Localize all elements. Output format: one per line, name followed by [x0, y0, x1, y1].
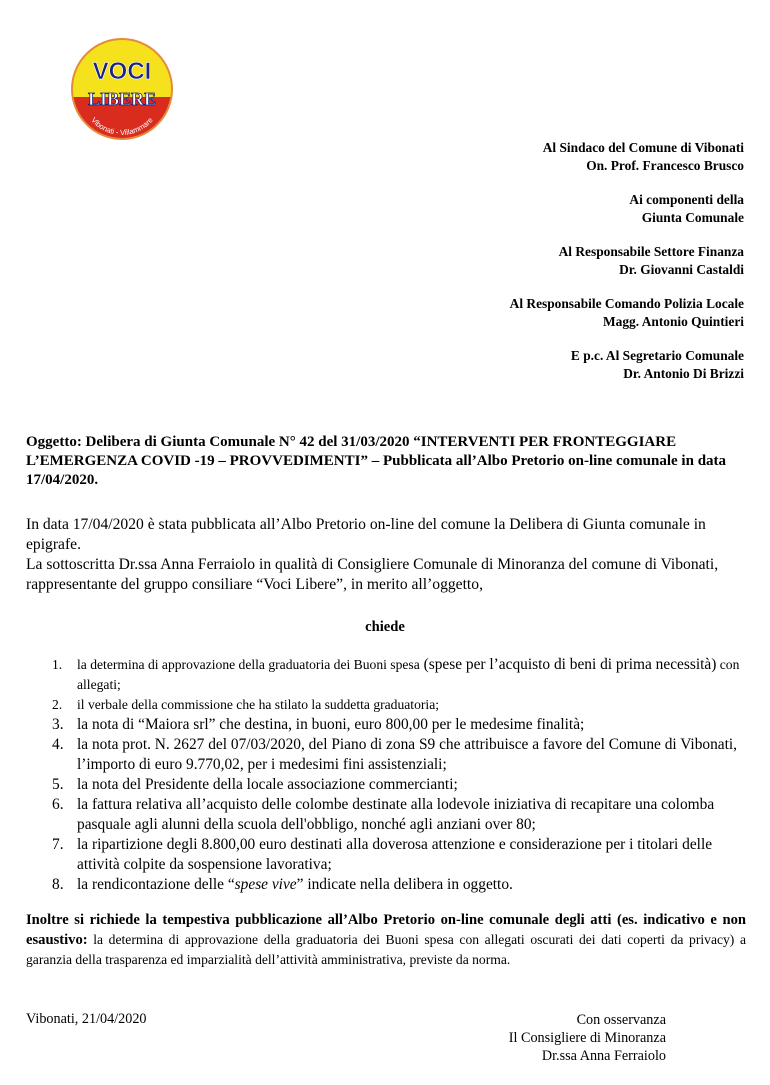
addressee-line: Dr. Antonio Di Brizzi [623, 366, 744, 381]
addressee-polizia [510, 295, 744, 331]
item-number: 4. [52, 736, 64, 753]
item-text-italic: spese vive [234, 876, 297, 893]
addressee-line: On. Prof. Francesco Brusco [586, 158, 744, 173]
item-text: la nota di “Maiora srl” che destina, in buoni, euro 800,00 per le medesime finalità; [77, 716, 585, 733]
addressee-line: Al Responsabile Settore Finanza [558, 244, 744, 259]
closing-text: la determina di approvazione della graduatoria dei Buoni spesa con allegati oscurati dei dati coperti da privacy) a garanzia della trasparenza ed imparzialità dell’attività amministrativa, previste da norma. [26, 932, 746, 967]
paragraph-publication: In data 17/04/2020 è stata pubblicata all’Albo Pretorio on-line del comune la Delibera di Giunta comunale in epigrafe. [26, 516, 706, 553]
list-item [26, 775, 746, 795]
request-list [26, 655, 746, 895]
item-text: la determina di approvazione della graduatoria dei Buoni spesa [77, 657, 420, 672]
logo-ring-text: Vibonati - Villammare [89, 115, 155, 138]
logo-text-libere: LIBERE [87, 89, 157, 109]
list-item [26, 655, 746, 695]
addressee-line: E p.c. Al Segretario Comunale [570, 348, 744, 363]
list-item [26, 735, 746, 775]
item-number: 5. [52, 776, 64, 793]
addressee-block [510, 139, 744, 399]
addressee-finanza [510, 243, 744, 279]
closing-paragraph [26, 910, 746, 970]
item-number: 2. [52, 697, 63, 712]
chiede-heading: chiede [365, 619, 405, 635]
item-text: la nota del Presidente della locale associazione commercianti; [77, 776, 458, 793]
addressee-line: Al Responsabile Comando Polizia Locale [509, 296, 744, 311]
item-text: (spese per l’acquisto di beni di prima necessità) [419, 656, 717, 673]
subject-line: Oggetto: Delibera di Giunta Comunale N° 42 del 31/03/2020 “INTERVENTI PER FRONTEGGIARE L’EMERGENZA COVID -19 – PROVVEDIMENTI” – Pubblicata all’Albo Pretorio on-line comunale in data 17/04/2020. [26, 434, 727, 488]
item-number: 3. [52, 716, 64, 733]
paragraph-signatory: La sottoscritta Dr.ssa Anna Ferraiolo in qualità di Consigliere Comunale di Minoranza del comune di Vibonati, rappresentante del gruppo consiliare “Voci Libere”, in merito all’oggetto, [26, 556, 719, 593]
list-item [26, 795, 746, 835]
item-text: la ripartizione degli 8.800,00 euro destinati alla doverosa attenzione e considerazione per i titolari delle attività colpite da sospensione lavorativa; [77, 836, 713, 873]
item-text: ” indicate nella delibera in oggetto. [296, 876, 513, 893]
closing-bold: Inoltre si richiede la tempestiva pubblicazione all’Albo Pretorio on-line comunale degli atti (es. indicativo e non esaustivo: [26, 912, 746, 948]
addressee-line: Ai componenti della [629, 192, 744, 207]
item-number: 1. [52, 657, 63, 672]
item-number: 8. [52, 876, 64, 893]
signature-line: Il Consigliere di Minoranza [508, 1030, 666, 1046]
list-item [26, 875, 746, 895]
item-number: 7. [52, 836, 64, 853]
item-text: la nota prot. N. 2627 del 07/03/2020, del Piano di zona S9 che attribuisce a favore del Comune di Vibonati, l’importo di euro 9.770,02, per i medesimi fini assistenziali; [77, 736, 738, 773]
voci-libere-logo [70, 37, 174, 141]
item-text: la rendicontazione delle “ [77, 876, 235, 893]
addressee-giunta [510, 191, 744, 227]
item-text: con allegati; [77, 657, 740, 692]
list-item [26, 715, 746, 735]
addressee-sindaco [510, 139, 744, 175]
list-item [26, 695, 746, 715]
item-text: la fattura relativa all’acquisto delle colombe destinate alla lodevole iniziativa di recapitare una colomba pasquale agli alunni della scuola dell'obbligo, nonché agli anziani over 80; [77, 796, 715, 833]
addressee-segretario [510, 347, 744, 383]
logo-text-voci: VOCI [92, 58, 152, 85]
item-text: il verbale della commissione che ha stilato la suddetta graduatoria; [77, 697, 439, 712]
addressee-line: Dr. Giovanni Castaldi [619, 262, 744, 277]
item-number: 6. [52, 796, 64, 813]
list-item [26, 835, 746, 875]
signature-line: Dr.ssa Anna Ferraiolo [541, 1048, 666, 1064]
addressee-line: Magg. Antonio Quintieri [603, 314, 744, 329]
signature-block [483, 1011, 666, 1065]
addressee-line: Giunta Comunale [641, 210, 744, 225]
addressee-line: Al Sindaco del Comune di Vibonati [542, 140, 744, 155]
signature-line: Con osservanza [576, 1012, 666, 1028]
intro-paragraphs [26, 515, 746, 595]
place-date: Vibonati, 21/04/2020 [26, 1011, 147, 1027]
